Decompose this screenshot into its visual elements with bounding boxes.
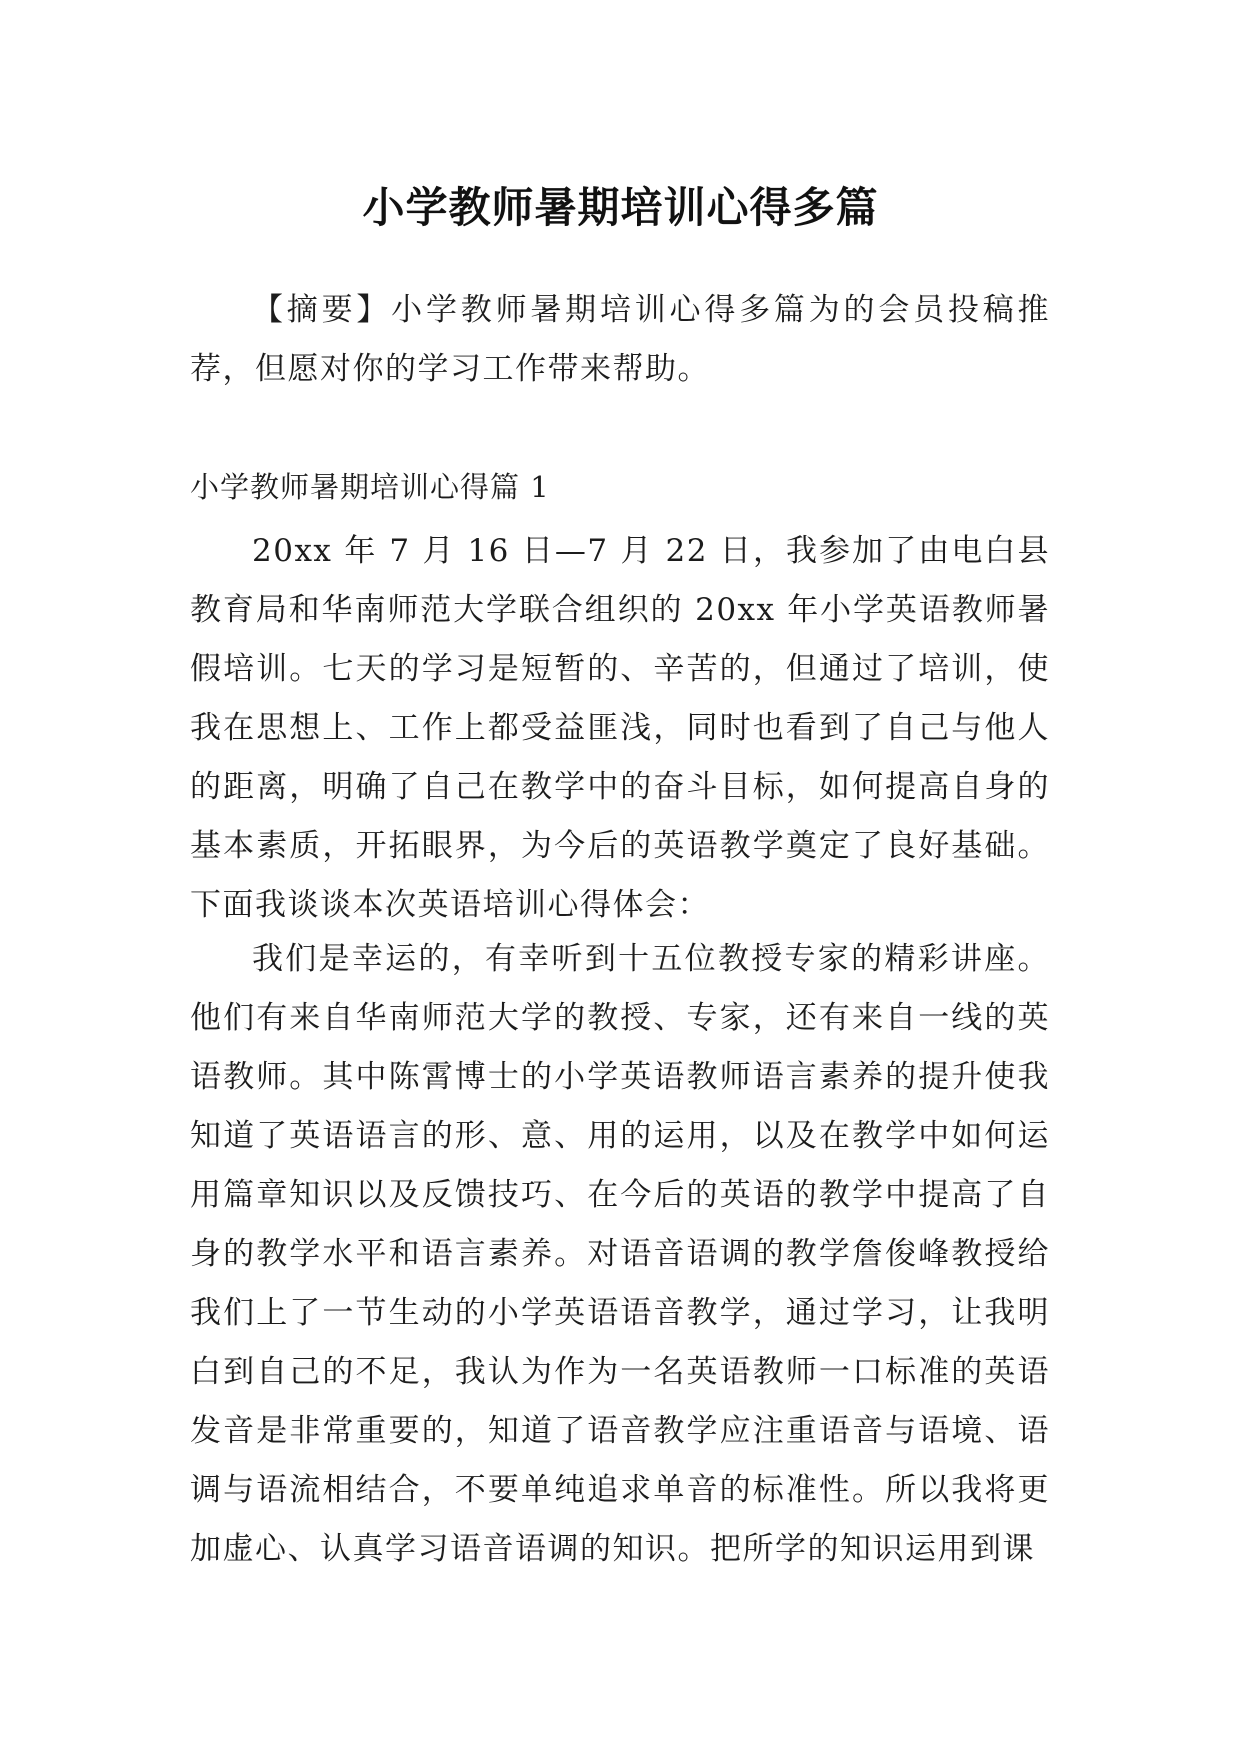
body-paragraph-1: 20xx 年 7 月 16 日—7 月 22 日，我参加了由电白县教育局和华南师范大学联合组织的 20xx 年小学英语教师暑假培训。七天的学习是短暂的、辛苦的，但通过了培训，使我在思想上、工作上都受益匪浅，同时也看到了自己与他人的距离，明确了自己在教学中的奋斗目标，如何提高自身的基本素质，开拓眼界，为今后的英语教学奠定了良好基础。下面我谈谈本次英语培训心得体会：: [190, 533, 1050, 923]
abstract-paragraph: 【摘要】小学教师暑期培训心得多篇为的会员投稿推荐，但愿对你的学习工作带来帮助。: [190, 292, 1050, 387]
document-title: 小学教师暑期培训心得多篇: [362, 183, 879, 233]
section-heading: 小学教师暑期培训心得篇 1: [190, 470, 550, 504]
body-paragraph-2: 我们是幸运的，有幸听到十五位教授专家的精彩讲座。他们有来自华南师范大学的教授、专家，还有来自一线的英语教师。其中陈霄博士的小学英语教师语言素养的提升使我知道了英语语言的形、意、用的运用，以及在教学中如何运用篇章知识以及反馈技巧、在今后的英语的教学中提高了自身的教学水平和语言素养。对语音语调的教学詹俊峰教授给我们上了一节生动的小学英语语音教学，通过学习，让我明白到自己的不足，我认为作为一名英语教师一口标准的英语发音是非常重要的，知道了语音教学应注重语音与语境、语调与语流相结合，不要单纯追求单音的标准性。所以我将更加虚心、认真学习语音语调的知识。把所学的知识运用到课: [190, 941, 1050, 1567]
